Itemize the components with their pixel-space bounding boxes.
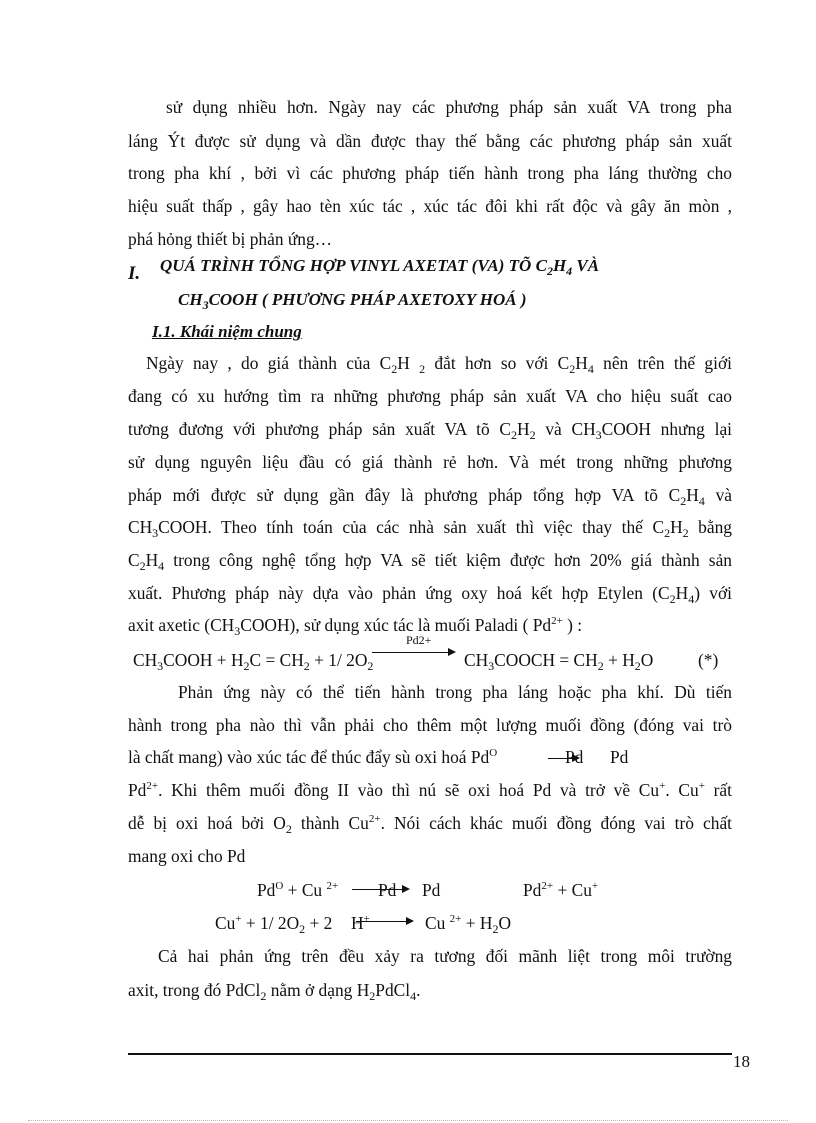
section-title-line-1: QUÁ TRÌNH TỔNG HỢP VINYL AXETAT (VA) TÕ $C_2H_4$ VÀ bbox=[160, 256, 600, 278]
equation-2-left: $Pd^O + Cu$ $^{2+}$ bbox=[257, 880, 339, 900]
footer-rule bbox=[128, 1053, 732, 1055]
para1-line-3: tương đương với phương pháp sản xuất VA tõ $C_2H_2$ và $CH_3COOH$ nhưng lại bbox=[128, 419, 732, 442]
para1-line-6: $CH_3COOH$. Theo tính toán của các nhà sản xuất thì việc thay thế $C_2H_2$ bằng bbox=[128, 517, 732, 540]
para1-line-2: đang có xu hướng tìm ra những phương pháp sản xuất VA cho hiệu suất cao bbox=[128, 386, 732, 406]
equation-2-mid: Pd bbox=[422, 880, 441, 900]
para2-line-5: dễ bị oxi hoá bởi $O_2$ thành $Cu^{2+}$. Nói cách khác muối đồng đóng vai trò chất bbox=[128, 813, 732, 836]
para2-line-3-arrow-label: Pd bbox=[565, 747, 584, 767]
para1-line-4: sử dụng nguyên liệu đầu có giá thành rẻ hơn. Và mét trong những phương bbox=[128, 452, 732, 472]
intro-line-3: trong pha khí , bởi vì các phương pháp tiến hành trong pha láng thường cho bbox=[128, 163, 732, 183]
para1-line-7: $C_2H_4$ trong công nghệ tổng hợp VA sẽ tiết kiệm được hơn 20% giá thành sản bbox=[128, 550, 732, 573]
para1-line-8: xuất. Phương pháp này dựa vào phản ứng oxy hoá kết hợp Etylen $(C_2H_4)$ với bbox=[128, 583, 732, 606]
para3-line-2: axit, trong đó PdCl$_2$ nằm ở dạng $H_2PdCl_4$. bbox=[128, 980, 421, 1003]
equation-1-arrow bbox=[372, 652, 454, 653]
intro-line-2: láng Ýt được sử dụng và dần được thay thế bằng các phương pháp sản xuất bbox=[128, 131, 732, 151]
equation-3-right: Cu $^{2+} + H_2O$ bbox=[425, 913, 511, 936]
page-bottom-dotted-border bbox=[28, 1120, 788, 1121]
para2-line-3: là chất mang) vào xúc tác để thúc đẩy sù oxi hoá $Pd^O$ bbox=[128, 747, 498, 767]
para2-line-4: $Pd^{2+}$. Khi thêm muối đồng II vào thì nú sẽ oxi hoá Pd và trở về Cu+. Cu+ rất bbox=[128, 780, 732, 800]
equation-1-left: $CH_3COOH + H_2C = CH_2 + 1/$ $2O_2$ bbox=[133, 650, 374, 673]
para2-line-2: hành trong pha nào thì vẫn phải cho thêm một lượng muối đồng (đóng vai trò bbox=[128, 715, 732, 735]
para3-line-1: Cả hai phản ứng trên đều xảy ra tương đối mãnh liệt trong môi trường bbox=[158, 946, 732, 966]
intro-line-5: phá hỏng thiết bị phản ứng… bbox=[128, 229, 333, 249]
equation-3-arrow-label: H+ bbox=[351, 913, 370, 933]
para2-line-1: Phản ứng này có thể tiến hành trong pha láng hoặc pha khí. Dù tiến bbox=[178, 682, 732, 702]
para1-line-5: pháp mới được sử dụng gần đây là phương pháp tổng hợp VA tõ $C_2H_4$ và bbox=[128, 485, 733, 508]
para2-line-3-end: Pd bbox=[610, 747, 629, 767]
section-number: I. bbox=[128, 263, 141, 284]
para1-line-9: axit axetic $(CH_3COOH)$, sử dụng xúc tác là muối Paladi ( $Pd^{2+}$ ) : bbox=[128, 615, 583, 638]
intro-line-1: sử dụng nhiều hơn. Ngày nay các phương pháp sản xuất VA trong pha bbox=[166, 97, 732, 117]
para1-line-1: Ngày nay , do giá thành của $C_2H$ $_2$ đắt hơn so với $C_2H_4$ nên trên thế giới bbox=[146, 353, 732, 376]
equation-1-label: (*) bbox=[698, 650, 719, 670]
equation-2-right: $Pd^{2+} + Cu^+$ bbox=[523, 880, 599, 900]
para2-line-6: mang oxi cho Pd bbox=[128, 846, 246, 866]
equation-3-left: Cu+ + 1/ $2O_2 + 2$ bbox=[215, 913, 333, 936]
section-title-line-2: $CH_3COOH$ ( PHƯƠNG PHÁP AXETOXY HOÁ ) bbox=[178, 290, 527, 312]
equation-1-right: $CH_3COOCH = CH_2 + H_2O$ bbox=[464, 650, 654, 673]
subsection-title: I.1. Khái niệm chung bbox=[152, 322, 302, 341]
equation-1-catalyst: Pd2+ bbox=[406, 633, 432, 647]
page-number: 18 bbox=[733, 1052, 750, 1071]
intro-line-4: hiệu suất thấp , gây hao tèn xúc tác , xúc tác đôi khi rất độc và gây ăn mòn , bbox=[128, 196, 732, 216]
equation-2-arrow-label: Pd bbox=[378, 880, 397, 900]
